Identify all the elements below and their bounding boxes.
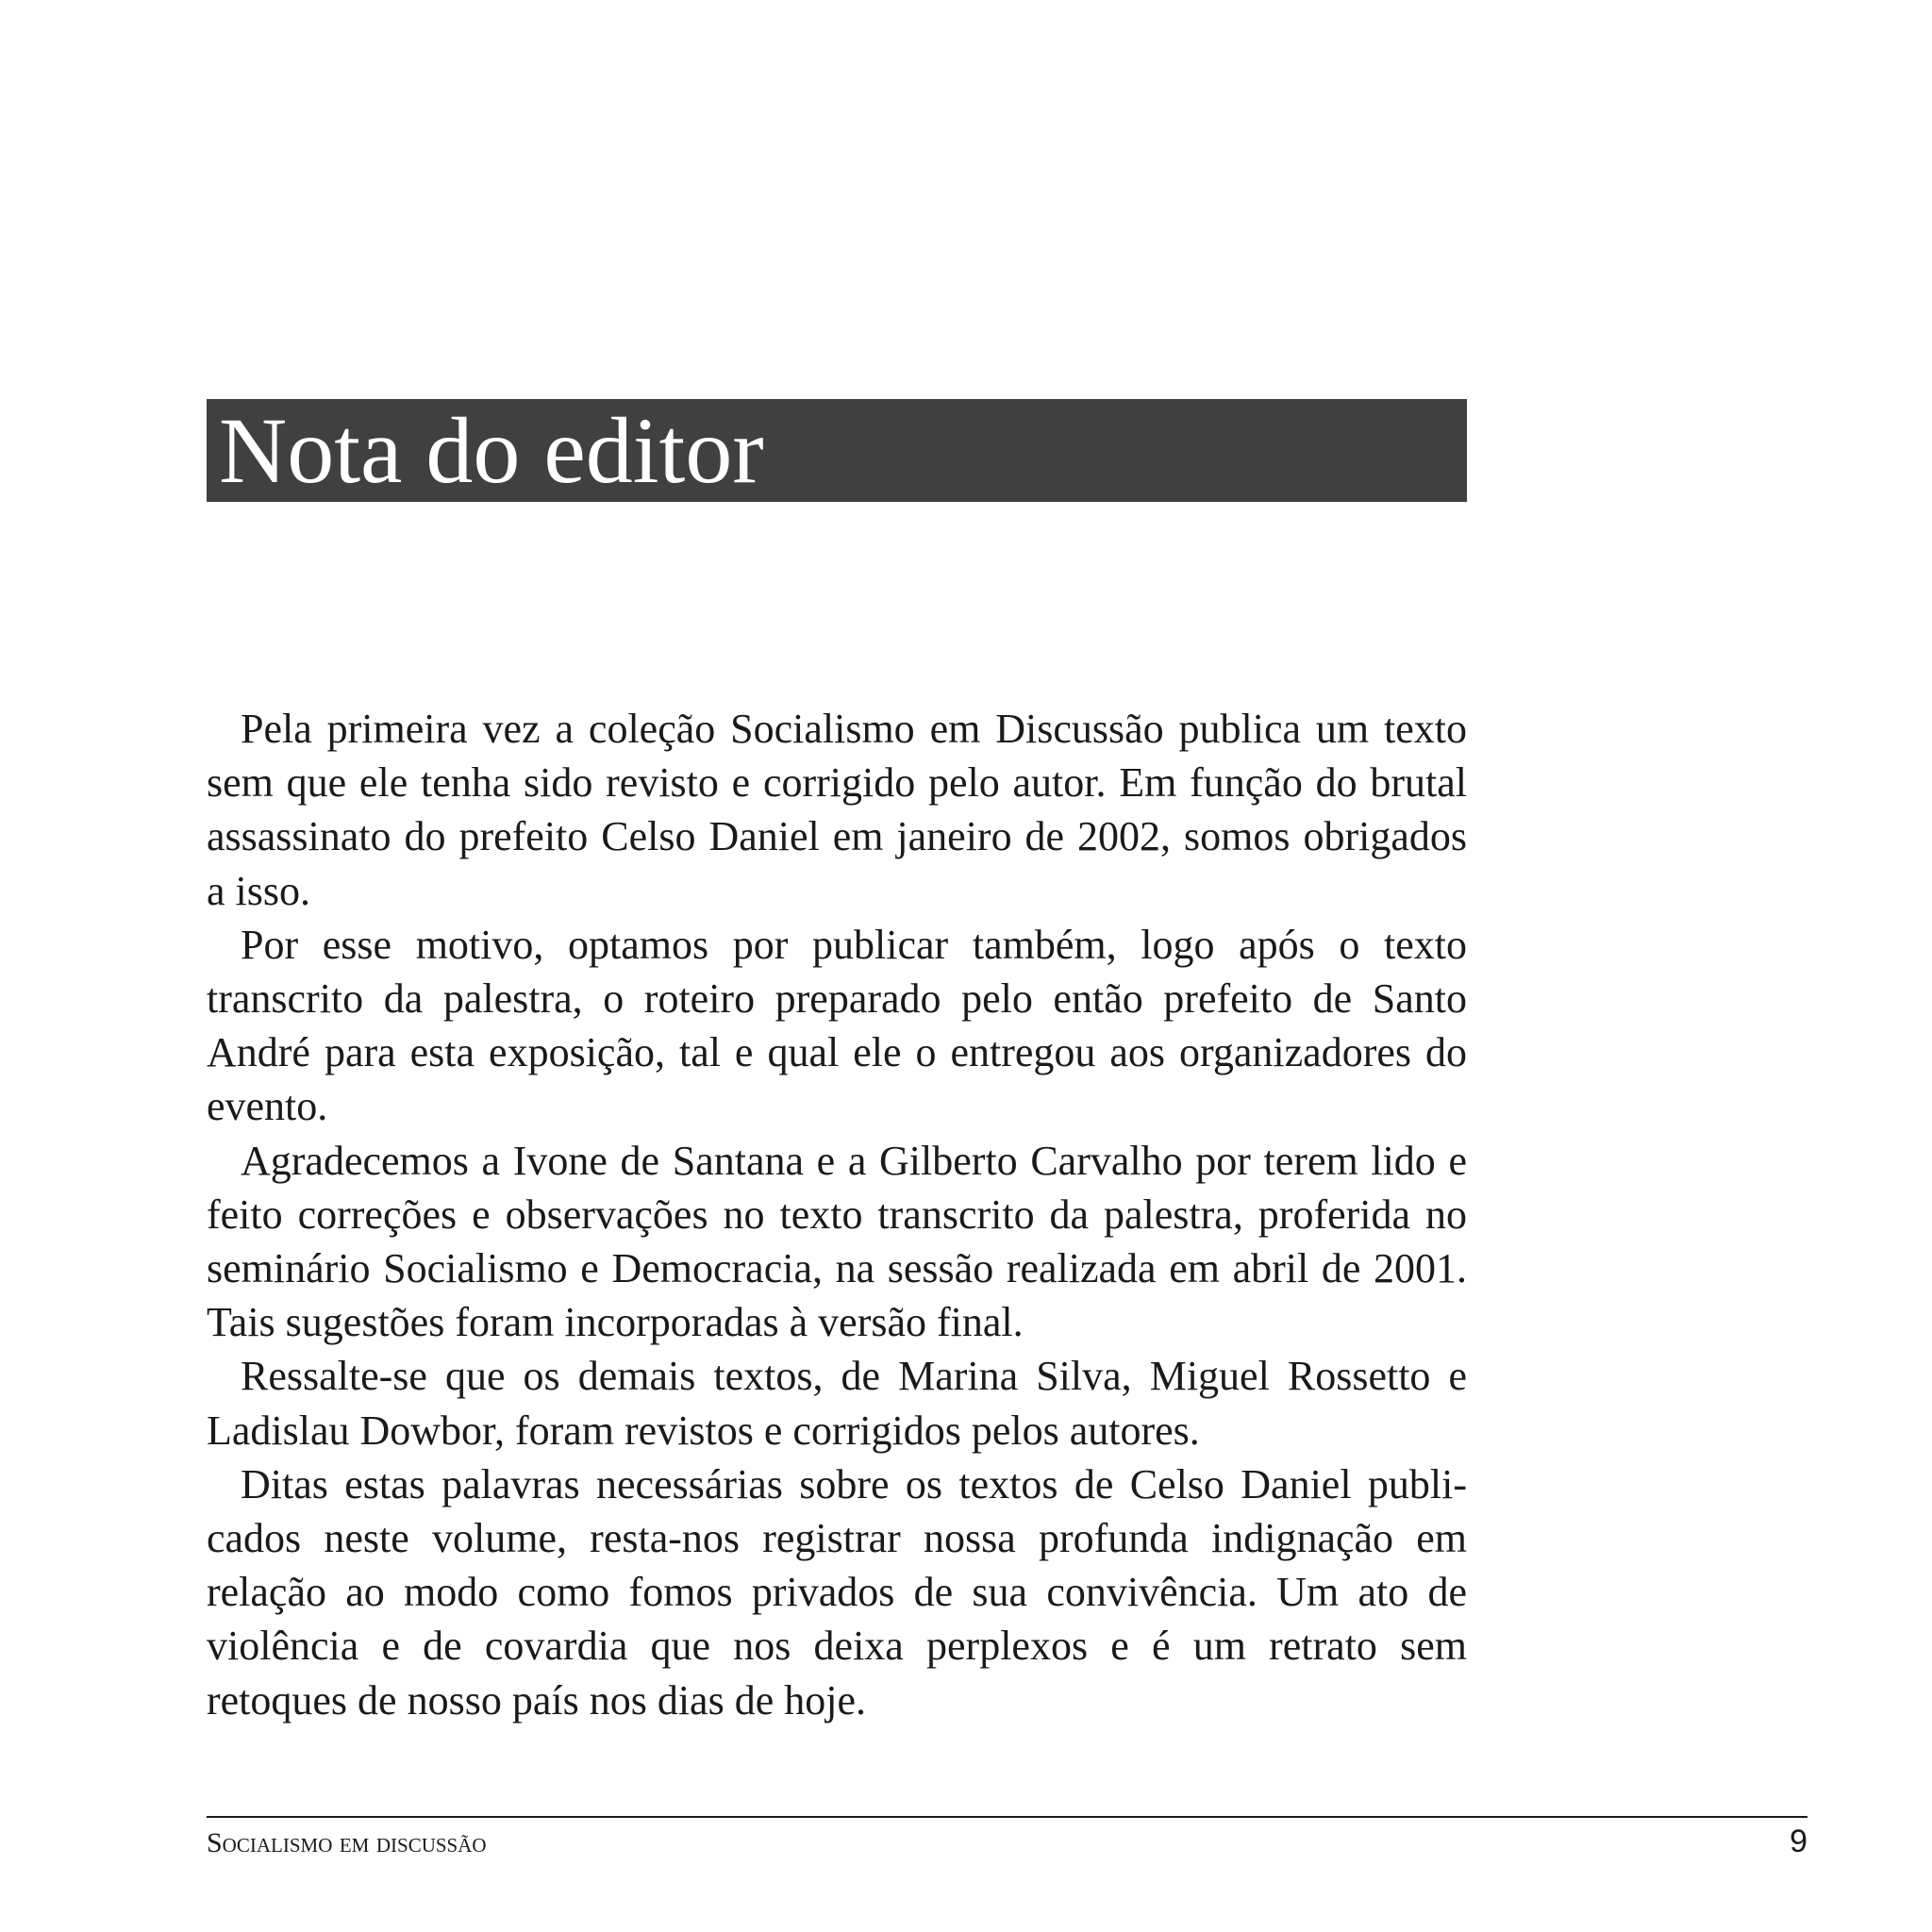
paragraph: Por esse motivo, optamos por publicar também, logo após o texto transcrito da palestra, o roteiro preparado pelo então prefeito de Santo André para esta exposição, tal e qual ele o entregou aos organizadores do evento. bbox=[207, 921, 1467, 1130]
paragraph: Ditas estas palavras necessárias sobre os textos de Celso Daniel publicados neste volume, resta-nos registrar nossa profunda indignação em relação ao modo como fomos privados de sua convivência. Um ato de violência e de covardia que nos deixa perplexos e é um retrato sem retoques de nosso país nos dias de hoje. bbox=[207, 1460, 1467, 1724]
paragraph: Pela primeira vez a coleção Socialismo em Discussão publica um texto sem que ele tenha sido revisto e corrigido pelo autor. Em função do brutal assassinato do prefeito Celso Daniel em janeiro de 2002, somos obrigados a isso. bbox=[207, 706, 1467, 914]
body-text bbox=[207, 702, 1467, 1727]
chapter-title-bar bbox=[207, 399, 1467, 502]
chapter-title: Nota do editor bbox=[219, 398, 764, 503]
paragraph: Agradecemos a Ivone de Santana e a Gilberto Carvalho por terem lido e feito correções e observações no texto transcrito da palestra, proferida no seminário Socialismo e Democracia, na sessão realizada em abril de 2001. Tais sugestões foram incorporadas à versão final. bbox=[207, 1137, 1467, 1346]
paragraph: Ressalte-se que os demais textos, de Marina Silva, Miguel Rossetto e Ladislau Dowbor, foram revistos e corrigidos pelos autores. bbox=[207, 1353, 1467, 1454]
running-footer-collection: Socialismo em discussão bbox=[207, 1827, 487, 1858]
page-number: 9 bbox=[1790, 1824, 1807, 1859]
footer-divider bbox=[207, 1816, 1807, 1818]
